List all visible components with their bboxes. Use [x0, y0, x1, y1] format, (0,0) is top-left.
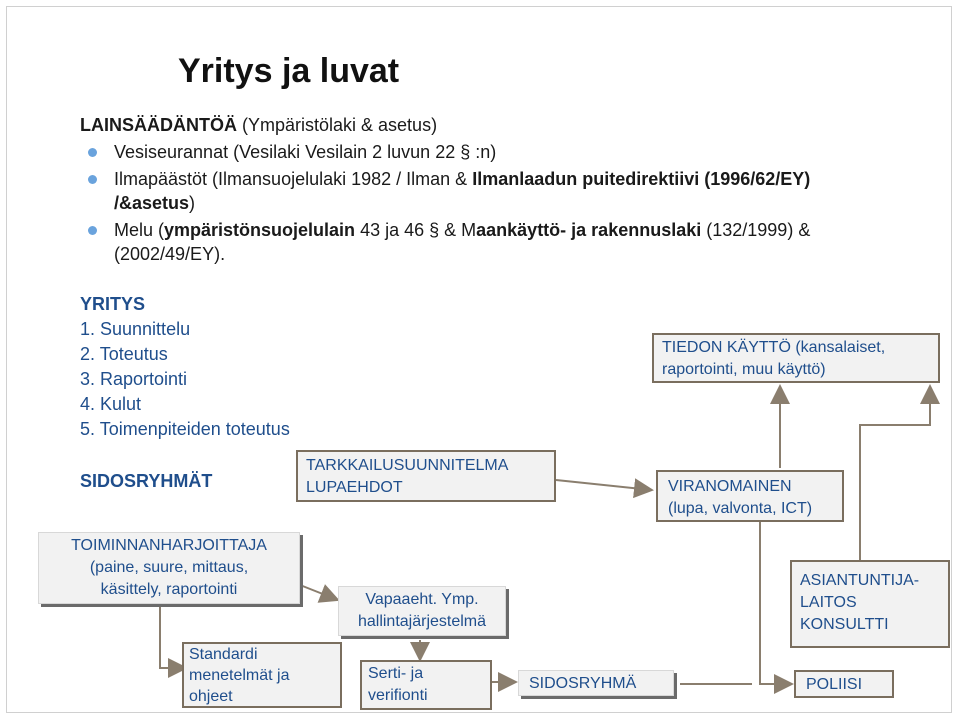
legislation-heading-rest: (Ympäristölaki & asetus)	[237, 115, 438, 135]
bullet-text: )	[189, 193, 196, 213]
box-line: käsittely, raportointi	[100, 581, 238, 598]
box-line: verifionti	[368, 687, 428, 704]
box-line: Standardi	[189, 646, 258, 663]
box-line: (lupa, valvonta, ICT)	[668, 500, 813, 517]
list-item: 1. Suunnittelu	[80, 319, 191, 339]
bullet-text: (132/1999) & (2002/49/EY).	[114, 220, 811, 264]
box-line: ohjeet	[189, 688, 233, 705]
box-line: POLIISI	[806, 676, 863, 693]
list-item: 5. Toimenpiteiden toteutus	[80, 419, 290, 439]
bullet-text: Vesiseurannat (Vesilaki Vesilain 2 luvun 22 § :n)	[114, 142, 497, 162]
expert-institute-box	[790, 560, 950, 648]
arrow-authority-to-police	[760, 520, 792, 684]
list-item: 2. Toteutus	[80, 344, 168, 364]
standards-box	[182, 642, 342, 708]
box-line: Vapaaeht. Ymp.	[365, 591, 479, 608]
monitoring-plan-box	[296, 450, 556, 502]
box-line: TARKKAILUSUUNNITELMA	[306, 457, 509, 474]
box-line: Serti- ja	[368, 665, 424, 682]
arrow-plan-to-authority	[556, 480, 652, 490]
stakeholder-box	[518, 670, 674, 696]
box-line: SIDOSRYHMÄ	[529, 675, 637, 692]
bullet-text-bold: Ilmanlaadun puitedirektiivi (1996/62/EY) /&asetus	[114, 169, 811, 213]
authority-box	[656, 470, 844, 522]
certification-box	[360, 660, 492, 710]
box-line: raportointi, muu käyttö)	[662, 361, 826, 378]
bullet-text: 43 ja 46 § & M	[355, 220, 477, 240]
arrow-expert-to-info	[860, 386, 930, 560]
info-use-box	[652, 333, 940, 383]
arrow-operator-to-voluntary	[300, 585, 338, 600]
box-line: KONSULTTI	[800, 616, 889, 633]
list-item: 4. Kulut	[80, 394, 142, 414]
bullet-text-bold: aankäyttö- ja rakennuslaki	[476, 220, 702, 240]
box-line: VIRANOMAINEN	[668, 478, 792, 495]
box-line: hallintajärjestelmä	[357, 613, 487, 630]
bullet-text-bold: ympäristönsuojelulain	[164, 220, 356, 240]
box-line: TOIMINNANHARJOITTAJA	[71, 537, 267, 554]
box-line: menetelmät ja	[189, 667, 290, 684]
operator-box	[38, 532, 300, 604]
box-line: ASIANTUNTIJA-	[800, 572, 920, 589]
voluntary-system-box	[338, 586, 506, 636]
list-item: 3. Raportointi	[80, 369, 188, 389]
stakeholders-heading: SIDOSRYHMÄT	[80, 471, 213, 491]
page-title: Yritys ja luvat	[178, 52, 400, 90]
legislation-heading-bold: LAINSÄÄDÄNTÖÄ	[80, 115, 237, 135]
police-box	[794, 670, 894, 698]
box-line: TIEDON KÄYTTÖ (kansalaiset,	[662, 339, 886, 356]
box-line: LUPAEHDOT	[306, 479, 403, 496]
company-heading: YRITYS	[80, 294, 146, 314]
bullet-text: Ilmapäästöt (Ilmansuojelulaki 1982 / Ilman &	[114, 169, 473, 189]
box-line: LAITOS	[800, 594, 857, 611]
box-line: (paine, suure, mittaus,	[89, 559, 249, 576]
bullet-text: Melu (	[114, 220, 165, 240]
